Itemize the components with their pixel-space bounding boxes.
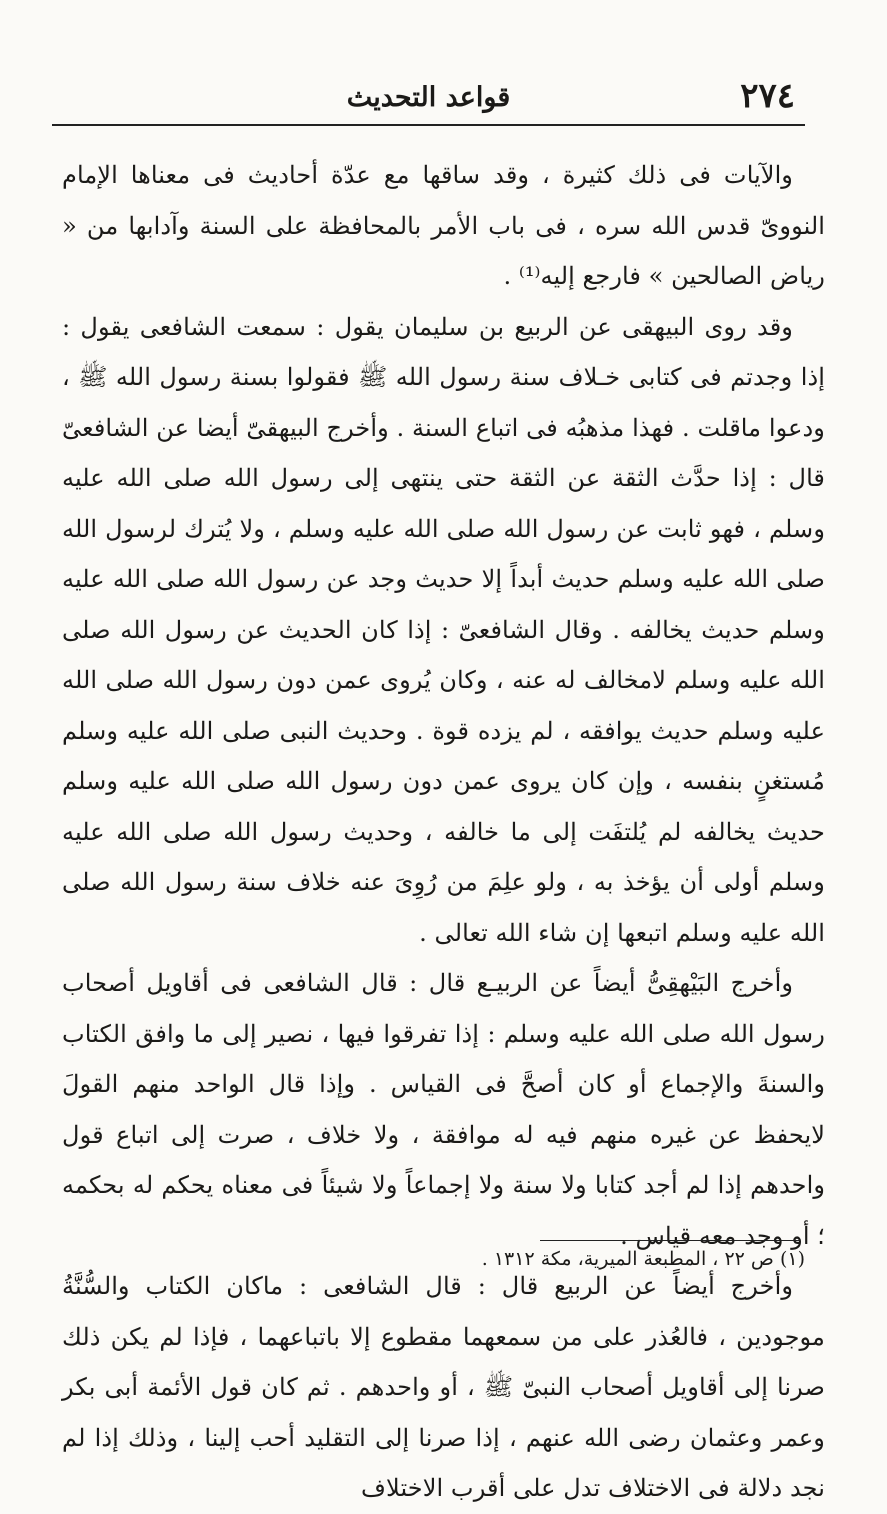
paragraph-1: والآيات فى ذلك كثيرة ، وقد ساقها مع عدّة أحاديث فى معناها الإمام النووىّ قدس الله سره ، فى باب الأمر بالمحافظة على السنة وآدابها من « رياض الصالحين » فارجع إليه⁽¹⁾ .	[62, 161, 825, 290]
footnote: (١) ص ٢٢ ، المطبعة الميرية، مكة ١٣١٢ .	[481, 1248, 805, 1270]
paragraph-3: وأخرج البَيْهقِىُّ أيضاً عن الربيـع قال : قال الشافعى فى أقاويل أصحاب رسول الله صلى الله عليه وسلم : إذا تفرقوا فيها ، نصير إلى ما وافق الكتاب والسنةَ والإجماع أو كان أصحَّ فى القياس . وإذا قال الواحد منهم القولَ لايحفظ عن غيره منهم فيه له موافقة ، ولا خلاف ، صرت إلى اتباع قول واحدهم إذا لم أجد كتابا ولا سنة ولا إجماعاً ولا شيئاً فى معناه يحكم له بحكمه ؛ أو وجد معه قياس .	[62, 969, 825, 1250]
paragraph-4: وأخرج أيضاً عن الربيع قال : قال الشافعى : ماكان الكتاب والسُّنَّةُ موجودين ، فالعُذر على من سمعهما مقطوع إلا باتباعهما ، فإذا لم يكن ذلك صرنا إلى أقاويل أصحاب النبىّ ﷺ ، أو واحدهم . ثم كان قول الأئمة أبى بكر وعمر وعثمان رضى الله عنهم ، إذا صرنا إلى التقليد أحب إلينا ، وذلك إذا لم نجد دلالة فى الاختلاف تدل على أقرب الاختلاف	[62, 1272, 825, 1502]
page-number: ٢٧٤	[740, 76, 795, 116]
page-header	[52, 74, 805, 126]
running-title: قواعد التحديث	[346, 82, 511, 113]
footnote-divider	[540, 1240, 800, 1241]
body-text	[62, 150, 825, 1514]
paragraph-2: وقد روى البيهقى عن الربيع بن سليمان يقول : سمعت الشافعى يقول : إذا وجدتم فى كتابى خـلاف سنة رسول الله ﷺ فقولوا بسنة رسول الله ﷺ ، ودعوا ماقلت . فهذا مذهبُه فى اتباع السنة . وأخرج البيهقىّ أيضا عن الشافعىّ قال : إذا حدَّث الثقة عن الثقة حتى ينتهى إلى رسول الله صلى الله عليه وسلم ، فهو ثابت عن رسول الله صلى الله عليه وسلم ، ولا يُترك لرسول الله صلى الله عليه وسلم حديث أبداً إلا حديث وجد عن رسول الله صلى الله عليه وسلم حديث يخالفه . وقال الشافعىّ : إذا كان الحديث عن رسول الله صلى الله عليه وسلم لامخالف له عنه ، وكان يُروى عمن دون رسول الله صلى الله عليه وسلم حديث يوافقه ، لم يزده قوة . وحديث النبى صلى الله عليه وسلم مُستغنٍ بنفسه ، وإن كان يروى عمن دون رسول الله صلى الله عليه وسلم حديث يخالفه لم يُلتفَت إلى ما خالفه ، وحديث رسول الله صلى الله عليه وسلم أولى أن يؤخذ به ، ولو علِمَ من رُوِىَ عنه خلاف سنة رسول الله صلى الله عليه وسلم اتبعها إن شاء الله تعالى .	[62, 312, 825, 947]
